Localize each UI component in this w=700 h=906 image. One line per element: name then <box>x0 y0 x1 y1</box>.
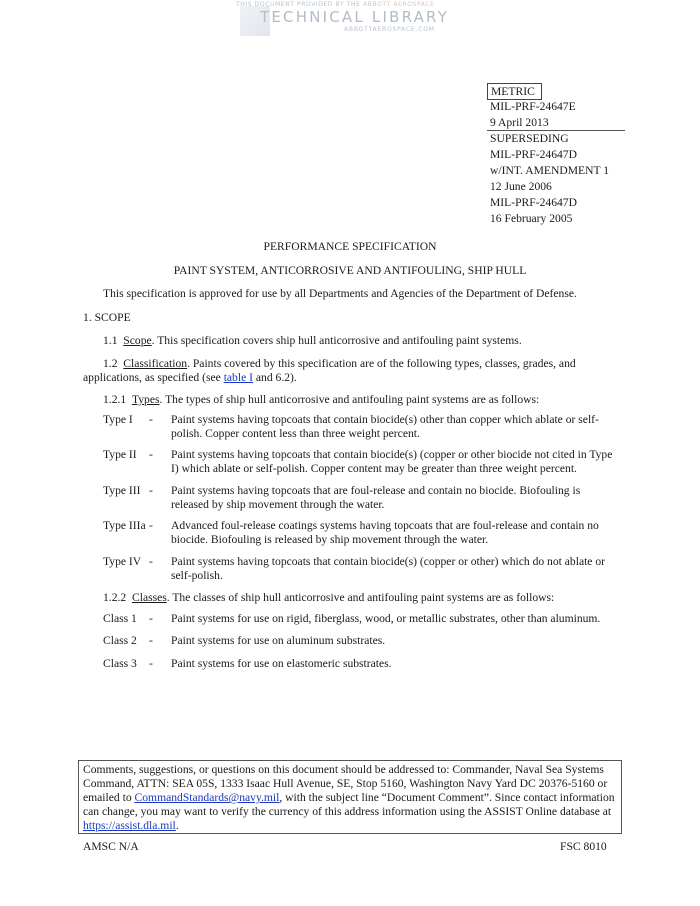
paragraph-title: Classes <box>131 591 167 604</box>
type-label: Type III <box>103 484 141 497</box>
table-i-link[interactable]: table I <box>223 371 253 384</box>
comments-box: Comments, suggestions, or questions on this document should be addressed to: Commander, Naval Sea Systems Command, ATTN: SEA 05S, 1333 Isaac Hull Avenue, SE, Stop 5160, Washington Navy Yard DC 20376-5160 or emailed to CommandStandards@navy.mil, with the subject line “Document Comment”. Since contact information can change, you may want to verify the currency of this address information using the ASSIST Online database at https://assist.dla.mil. <box>78 760 622 834</box>
header-divider <box>487 130 625 131</box>
paragraph-1-2-2: 1.2.2 Classes. The classes of ship hull anticorrosive and antifouling paint systems are as follows: <box>103 591 555 604</box>
paragraph-1-2-1: 1.2.1 Types. The types of ship hull anticorrosive and antifouling paint systems are as follows: <box>103 393 540 406</box>
class-label: Class 3 <box>103 657 137 670</box>
doc-number: MIL-PRF-24647E <box>490 100 576 113</box>
type-description: Paint systems having topcoats that are foul-release and contain no biocide. Biofouling is released by ship movement through the water. <box>171 484 581 511</box>
fsc-label: FSC 8010 <box>560 840 607 853</box>
type-label: Type IV <box>103 555 142 568</box>
type-label: Type I <box>103 413 133 426</box>
type-description: Paint systems having topcoats that contain biocide(s) other than copper which ablate or self-polish. Copper content less than three weight percent. <box>171 413 599 440</box>
paragraph-title: Types <box>131 393 160 406</box>
paragraph-1-1: 1.1 Scope. This specification covers ship hull anticorrosive and antifouling paint systems. <box>103 334 522 347</box>
class-description: Paint systems for use on aluminum substrates. <box>171 634 386 647</box>
class-description: Paint systems for use on elastomeric substrates. <box>171 657 392 670</box>
section-heading-scope: 1. SCOPE <box>83 311 131 324</box>
spec-type-title: PERFORMANCE SPECIFICATION <box>263 240 437 253</box>
amsc-label: AMSC N/A <box>83 840 139 853</box>
assist-url-link[interactable]: https://assist.dla.mil <box>83 819 176 832</box>
superseded-doc-2: MIL-PRF-24647D <box>490 196 577 209</box>
document-id-block <box>490 83 630 227</box>
spec-subject-title: PAINT SYSTEM, ANTICORROSIVE AND ANTIFOULING, SHIP HULL <box>173 264 527 277</box>
type-description: Advanced foul-release coatings systems having topcoats that are foul-release and contain no biocide. Biofouling is released by ship movement through the water. <box>171 519 599 546</box>
superseded-doc-1: MIL-PRF-24647D <box>490 148 577 161</box>
doc-date: 9 April 2013 <box>490 116 549 129</box>
watermark-title: TECHNICAL LIBRARY <box>260 8 450 26</box>
watermark-brand: ABBOTT AEROSPACE <box>363 1 435 8</box>
watermark-banner <box>236 0 456 42</box>
amendment-date: 12 June 2006 <box>490 180 552 193</box>
paragraph-title: Scope <box>123 334 152 347</box>
class-label: Class 2 <box>103 634 137 647</box>
superseding-label: SUPERSEDING <box>490 132 569 145</box>
metric-badge: METRIC <box>487 83 542 100</box>
paragraph-1-2-line1: 1.2 Classification. Paints covered by this specification are of the following types, classes, grades, and <box>103 357 576 370</box>
class-description: Paint systems for use on rigid, fiberglass, wood, or metallic substrates, other than aluminum. <box>171 612 601 625</box>
paragraph-1-2-line2: applications, as specified (see table I and 6.2). <box>83 371 297 384</box>
type-label: Type IIIa <box>103 519 146 532</box>
approval-statement: This specification is approved for use by all Departments and Agencies of the Department of Defense. <box>103 287 577 300</box>
type-description: Paint systems having topcoats that contain biocide(s) (copper or other) which do not ablate or self-polish. <box>171 555 606 582</box>
paragraph-title: Classification <box>123 357 188 370</box>
type-label: Type II <box>103 448 137 461</box>
superseded-doc-2-date: 16 February 2005 <box>490 212 573 225</box>
amendment: w/INT. AMENDMENT 1 <box>490 164 610 177</box>
watermark-line1: THIS DOCUMENT PROVIDED BY THE ABBOTT AEROSPACE <box>236 1 435 8</box>
type-description: Paint systems having topcoats that contain biocide(s) (copper or other biocide not cited in Type I) which ablate or self-polish. Copper content may be greater than three weight percent. <box>171 448 613 475</box>
watermark-url: ABBOTTAEROSPACE.COM <box>344 26 435 33</box>
email-link[interactable]: CommandStandards@navy.mil <box>134 791 280 804</box>
class-label: Class 1 <box>103 612 137 625</box>
